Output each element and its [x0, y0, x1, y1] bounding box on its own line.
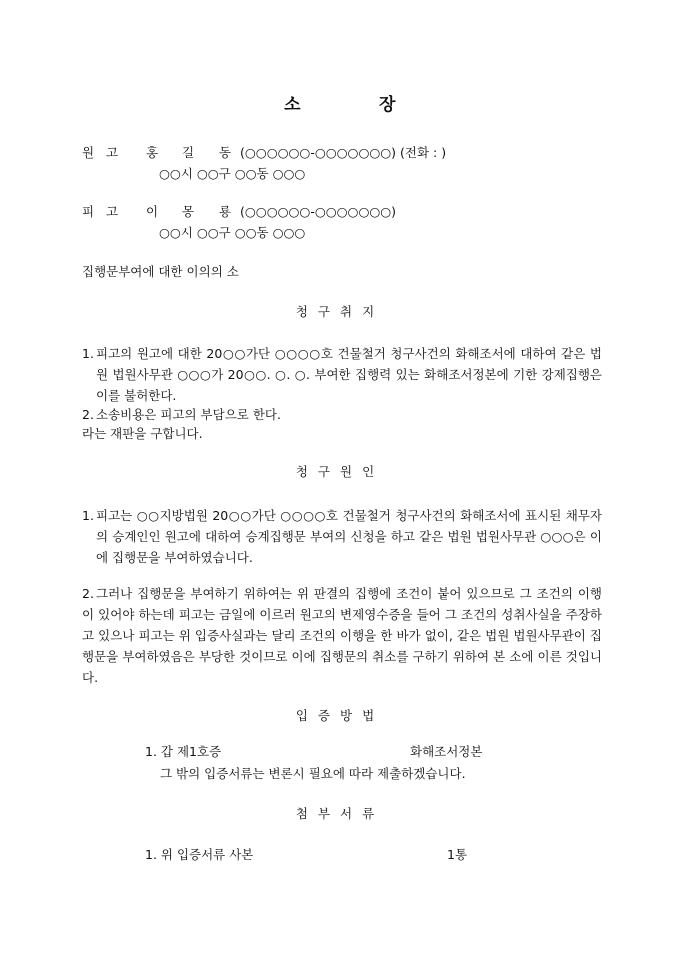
claim-cause-item-1-text: 피고는 ○○지방법원 20○○가단 ○○○○호 건물철거 청구사건의 화해조서에 표시된 채무자의 승계인인 원고에 대하여 승계집행문 부여의 신청을 하고 같은 법원 법원사무관 ○○○은 이에 집행문을 부여하였습니다.: [96, 508, 602, 565]
title-char-right: 장: [379, 95, 396, 115]
claim-purpose-item-1-text: 피고의 원고에 대한 20○○가단 ○○○○호 건물철거 청구사건의 화해조서에 대하여 같은 법원 법원사무관 ○○○가 20○○. ○. ○. 부여한 집행력 있는 화해조서정본에 기한 강제집행은 이를 불허한다.: [96, 346, 602, 403]
evidence-heading: 입증방법: [295, 708, 385, 723]
defendant-label-char-2: 고: [106, 204, 119, 219]
defendant-address: ○○시 ○○구 ○○동 ○○○: [159, 225, 306, 240]
claim-purpose-heading: 청구취지: [295, 304, 385, 319]
plaintiff-name-char-3: 동: [219, 145, 232, 160]
defendant-name-char-2: 몽: [182, 204, 195, 219]
plaintiff-name-char-1: 홍: [146, 145, 159, 160]
attachments-item-label: 1. 위 입증서류 사본: [145, 847, 254, 862]
claim-purpose-item-1: [82, 343, 602, 406]
claim-purpose-closing: 라는 재판을 구합니다.: [82, 426, 203, 441]
claim-purpose-item-2: [82, 404, 602, 425]
claim-purpose-item-1-num: 1.: [82, 346, 94, 361]
attachments-heading: 첨부서류: [295, 806, 385, 821]
evidence-item-value: 화해조서정본: [410, 744, 483, 759]
defendant-name-char-1: 이: [146, 204, 159, 219]
claim-cause-heading: 청구원인: [295, 464, 385, 479]
plaintiff-label-char-2: 고: [106, 145, 119, 160]
claim-cause-item-1-num: 1.: [82, 508, 94, 523]
plaintiff-id-phone: (○○○○○○-○○○○○○○) (전화 : ): [240, 145, 447, 160]
plaintiff-address: ○○시 ○○구 ○○동 ○○○: [159, 166, 306, 181]
plaintiff-label-char-1: 원: [82, 145, 95, 160]
evidence-item-label: 1. 갑 제1호증: [145, 744, 222, 759]
claim-purpose-item-2-text: 소송비용은 피고의 부담으로 한다.: [96, 407, 281, 422]
title-char-left: 소: [284, 95, 301, 115]
claim-cause-item-1: [82, 505, 602, 568]
claim-purpose-item-2-num: 2.: [82, 407, 94, 422]
defendant-id: (○○○○○○-○○○○○○○): [240, 204, 397, 219]
plaintiff-name-char-2: 길: [182, 145, 195, 160]
defendant-name-char-3: 룡: [219, 204, 232, 219]
case-name: 집행문부여에 대한 이의의 소: [82, 264, 239, 279]
evidence-note: 그 밖의 입증서류는 변론시 필요에 따라 제출하겠습니다.: [160, 766, 466, 781]
defendant-label-char-1: 피: [82, 204, 95, 219]
attachments-item-count: 1통: [447, 847, 468, 862]
claim-cause-item-2-text: 그러나 집행문을 부여하기 위하여는 위 판결의 집행에 조건이 붙어 있으므로 그 조건의 이행이 있어야 하는데 피고는 금일에 이르러 원고의 변제영수증을 들어 그 조건의 성취사실을 주장하고 있으나 피고는 위 입증사실과는 달리 조건의 이행을 한 바가 없이, 같은 법원 법원사무관이 집행문을 부여하였음은 부당한 것이므로 이에 집행문의 취소를 구하기 위하여 본 소에 이른 것입니다.: [82, 586, 602, 685]
document-title: [0, 97, 680, 114]
claim-cause-item-2-num: 2.: [82, 586, 94, 601]
claim-cause-item-2: [82, 583, 602, 688]
